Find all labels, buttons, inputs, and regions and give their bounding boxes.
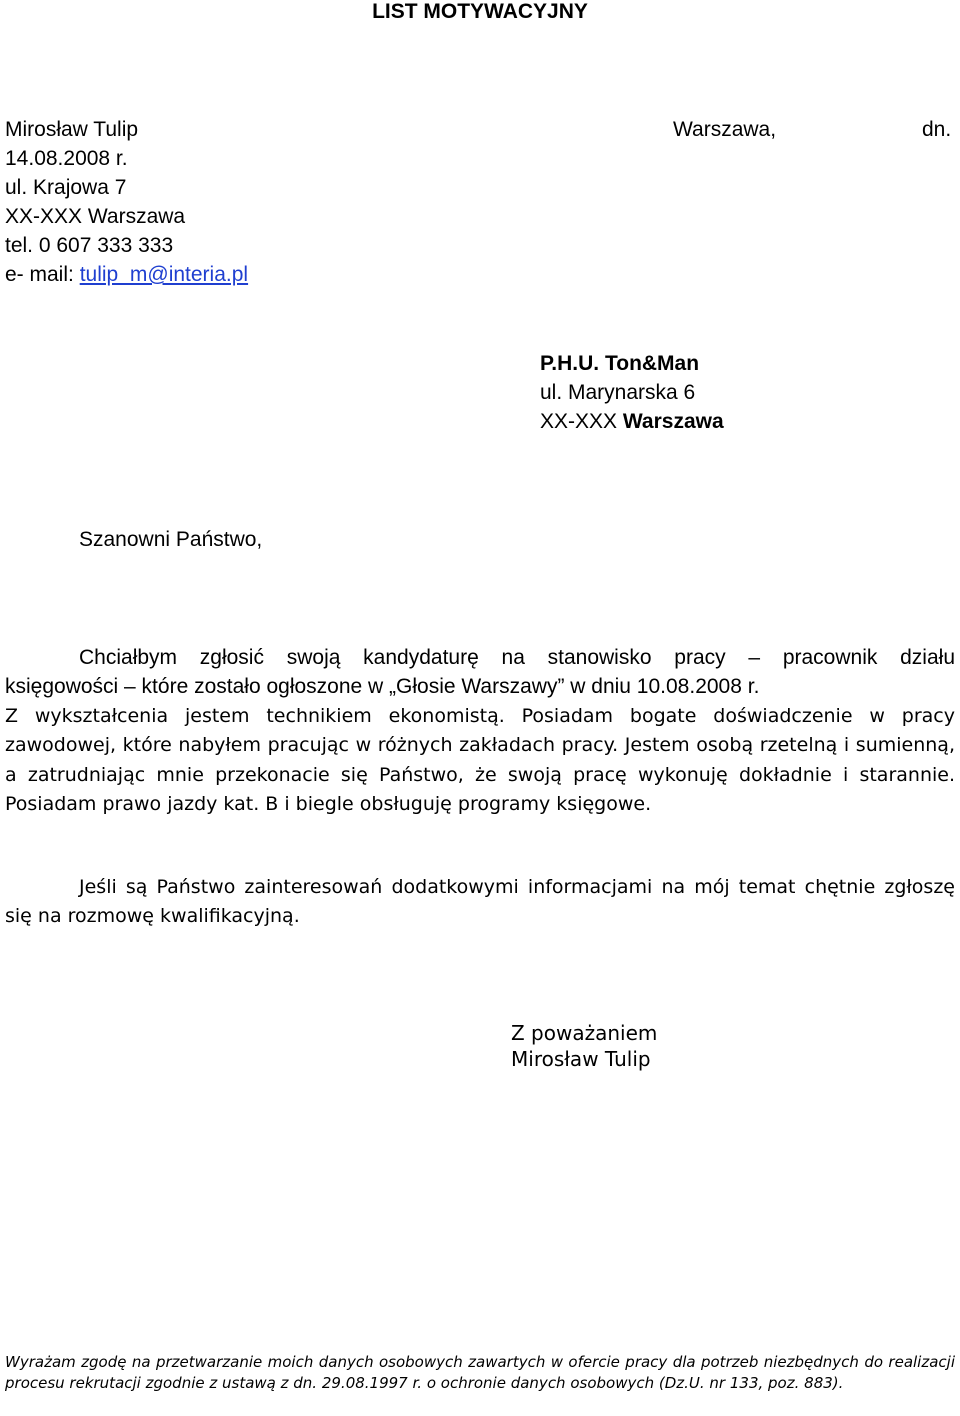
closing-signature-name: Mirosław Tulip bbox=[511, 1047, 651, 1071]
recipient-street-line bbox=[540, 378, 724, 407]
document-title: LIST MOTYWACYJNY bbox=[372, 0, 588, 23]
letter-place: Warszawa, bbox=[673, 118, 777, 141]
recipient-city: Warszawa bbox=[622, 410, 724, 433]
body-paragraph-1 bbox=[5, 643, 955, 701]
greeting: Szanowni Państwo, bbox=[79, 528, 263, 551]
sender-phone: tel. 0 607 333 333 bbox=[5, 234, 174, 257]
body-paragraph-1-line-2: księgowości – które zostało ogłoszone w „Głosie Warszawy” w dniu 10.08.2008 r. bbox=[5, 675, 760, 698]
recipient-city-code: XX-XXX bbox=[540, 410, 623, 433]
body-paragraph-2-education: Z wykształcenia jestem technikiem ekonomistą. bbox=[5, 705, 505, 727]
recipient-street: ul. Marynarska 6 bbox=[540, 381, 696, 404]
body-paragraph-2-experience: Posiadam bogate doświadczenie w pracy zawodowej, które nabyłem pracując w różnych zakładach pracy. Jestem osobą rzetelną i sumienną, a zatrudniając mnie przekonacie się Państwo, że swoją pracę wykonuję dokładnie i starannie. Posiadam prawo jazdy kat. B i biegle obsługuję programy księgowe. bbox=[5, 705, 955, 815]
sender-street: ul. Krajowa 7 bbox=[5, 176, 127, 199]
sender-city: XX-XXX Warszawa bbox=[5, 205, 186, 228]
sender-block bbox=[5, 115, 248, 289]
sender-name: Mirosław Tulip bbox=[5, 118, 139, 141]
body-paragraph-3: Jeśli są Państwo zainteresowań dodatkowymi informacjami na mój temat chętnie zgłoszę się na rozmowę kwalifikacyjną. bbox=[5, 876, 955, 928]
letter-date: 14.08.2008 r. bbox=[5, 147, 128, 170]
body-paragraph-1-line-1: Chciałbym zgłosić swoją kandydaturę na stanowisko pracy – pracownik działu bbox=[79, 646, 955, 669]
sender-email-line bbox=[5, 260, 248, 289]
body-paragraph-2 bbox=[5, 701, 955, 819]
letter-place-dn: dn. bbox=[922, 118, 952, 141]
sender-email-link[interactable]: tulip_m@interia.pl bbox=[79, 263, 249, 286]
recipient-company: P.H.U. Ton&Man bbox=[540, 352, 700, 375]
sender-email-label: e- mail: bbox=[5, 263, 80, 286]
recipient-block bbox=[540, 349, 724, 436]
gdpr-consent-footer: Wyrażam zgodę na przetwarzanie moich danych osobowych zawartych w ofercie pracy dla potrzeb niezbędnych do realizacji procesu rekrutacji zgodnie z ustawą z dn. 29.08.1997 r. o ochronie danych osobowych (Dz.U. nr 133, poz. 883). bbox=[5, 1353, 955, 1392]
recipient-city-line bbox=[540, 407, 724, 436]
closing-regards: Z poważaniem bbox=[511, 1021, 658, 1045]
